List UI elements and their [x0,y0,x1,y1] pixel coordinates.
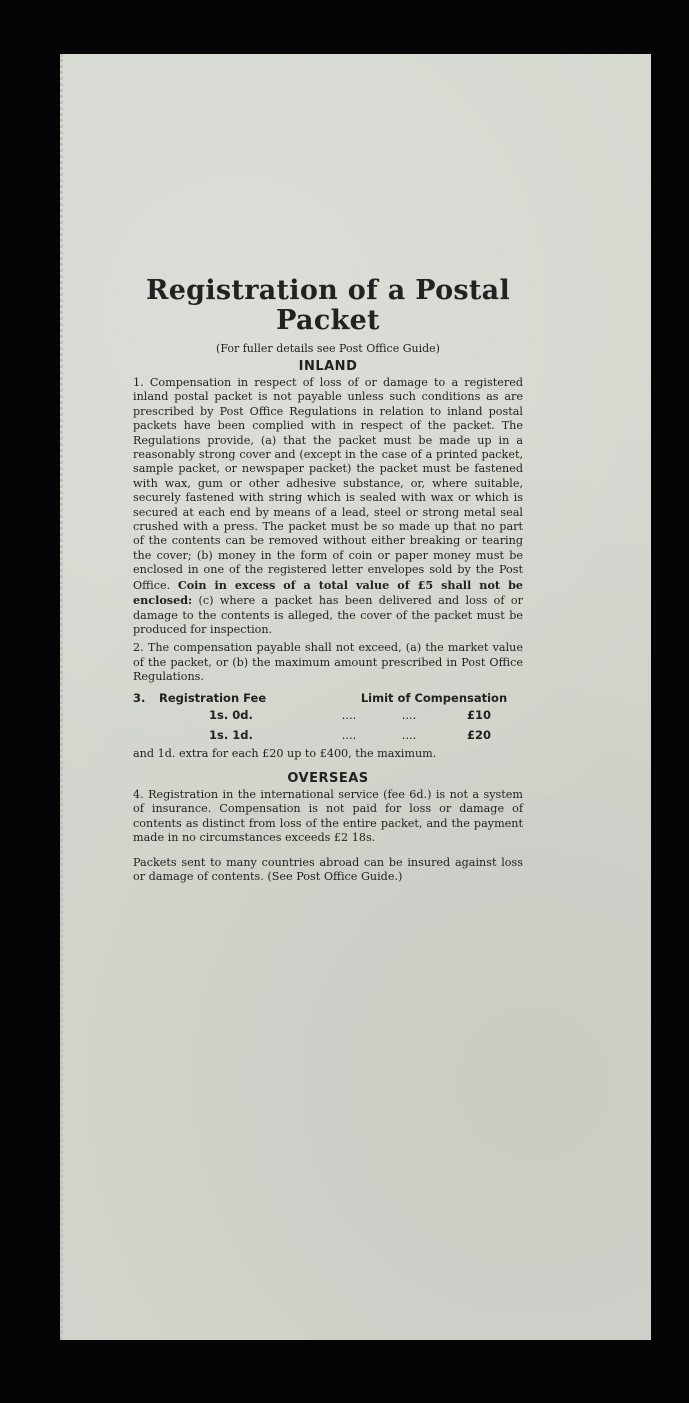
limit-value: £20 [466,727,491,742]
fee-note: and 1d. extra for each £20 up to £400, the maximum. [133,746,437,760]
registration-slip [60,54,651,1340]
fee-row [133,725,523,745]
subtitle: (For fuller details see Post Office Guide) [216,342,440,355]
overseas-paragraph-5: Packets sent to many countries abroad can be insured against loss or damage of contents. (See Post Office Guide.) [133,855,523,883]
limit-value: £10 [466,707,491,722]
fee-value: 1s. 1d. [209,727,253,742]
inland-paragraph-1 [133,376,523,637]
limit-header: Limit of Compensation [360,690,508,705]
inland-paragraph-2: 2. The compensation payable shall not exceed, (a) the market value of the packet, or (b) the maximum amount prescribed in Post Office Regulations. [133,641,523,684]
overseas-heading: OVERSEAS [287,770,369,786]
slip-content [133,276,523,884]
inland-paragraph-1-text: 1. Compensation in respect of loss of or damage to a registered inland postal packet is not payable unless such conditions as are prescribed by Post Office Regulations in relation to inland postal packets have been complied with in respect of the packet. The Regulations provide, (a) that the packet must be made up in a reasonably strong cover and (except in the case of a printed packet, sample packet, or newspaper packet) the packet must be fastened with wax, gum or other adhesive substance, or, where suitable, securely fastened with string which is sealed with wax or which is secured at each end by means of a lead, steel or strong metal seal crushed with a press. The packet must be so made up that no part of the contents can be removed without either breaking or tearing the cover; (b) money in the form of coin or paper money must be enclosed in one of the registered letter envelopes sold by the Post Office. [133,376,523,592]
fee-row [133,705,523,725]
leader-dots: .... [401,727,417,742]
fee-table-header [133,691,523,705]
leader-dots: .... [341,707,357,722]
fee-header: Registration Fee [159,690,267,705]
page-title: Registration of a Postal Packet [145,275,511,336]
leader-dots: .... [341,727,357,742]
inland-heading: INLAND [298,359,358,374]
fee-table-number: 3. [133,690,146,705]
overseas-paragraph-4: 4. Registration in the international service (fee 6d.) is not a system of insurance. Compensation is not paid for loss or damage of contents as distinct from loss of the entire packet, and the payment made in no circumstances exceeds £2 18s. [133,787,523,845]
inland-paragraph-1-end: (c) where a packet has been delivered and loss of or damage to the contents is alleged, the cover of the packet must be produced for inspection. [133,594,523,636]
leader-dots: .... [401,707,417,722]
coin-limit-notice: Coin in excess of a total value of £5 shall not be enclosed: [133,577,524,608]
fee-value: 1s. 0d. [209,707,253,722]
